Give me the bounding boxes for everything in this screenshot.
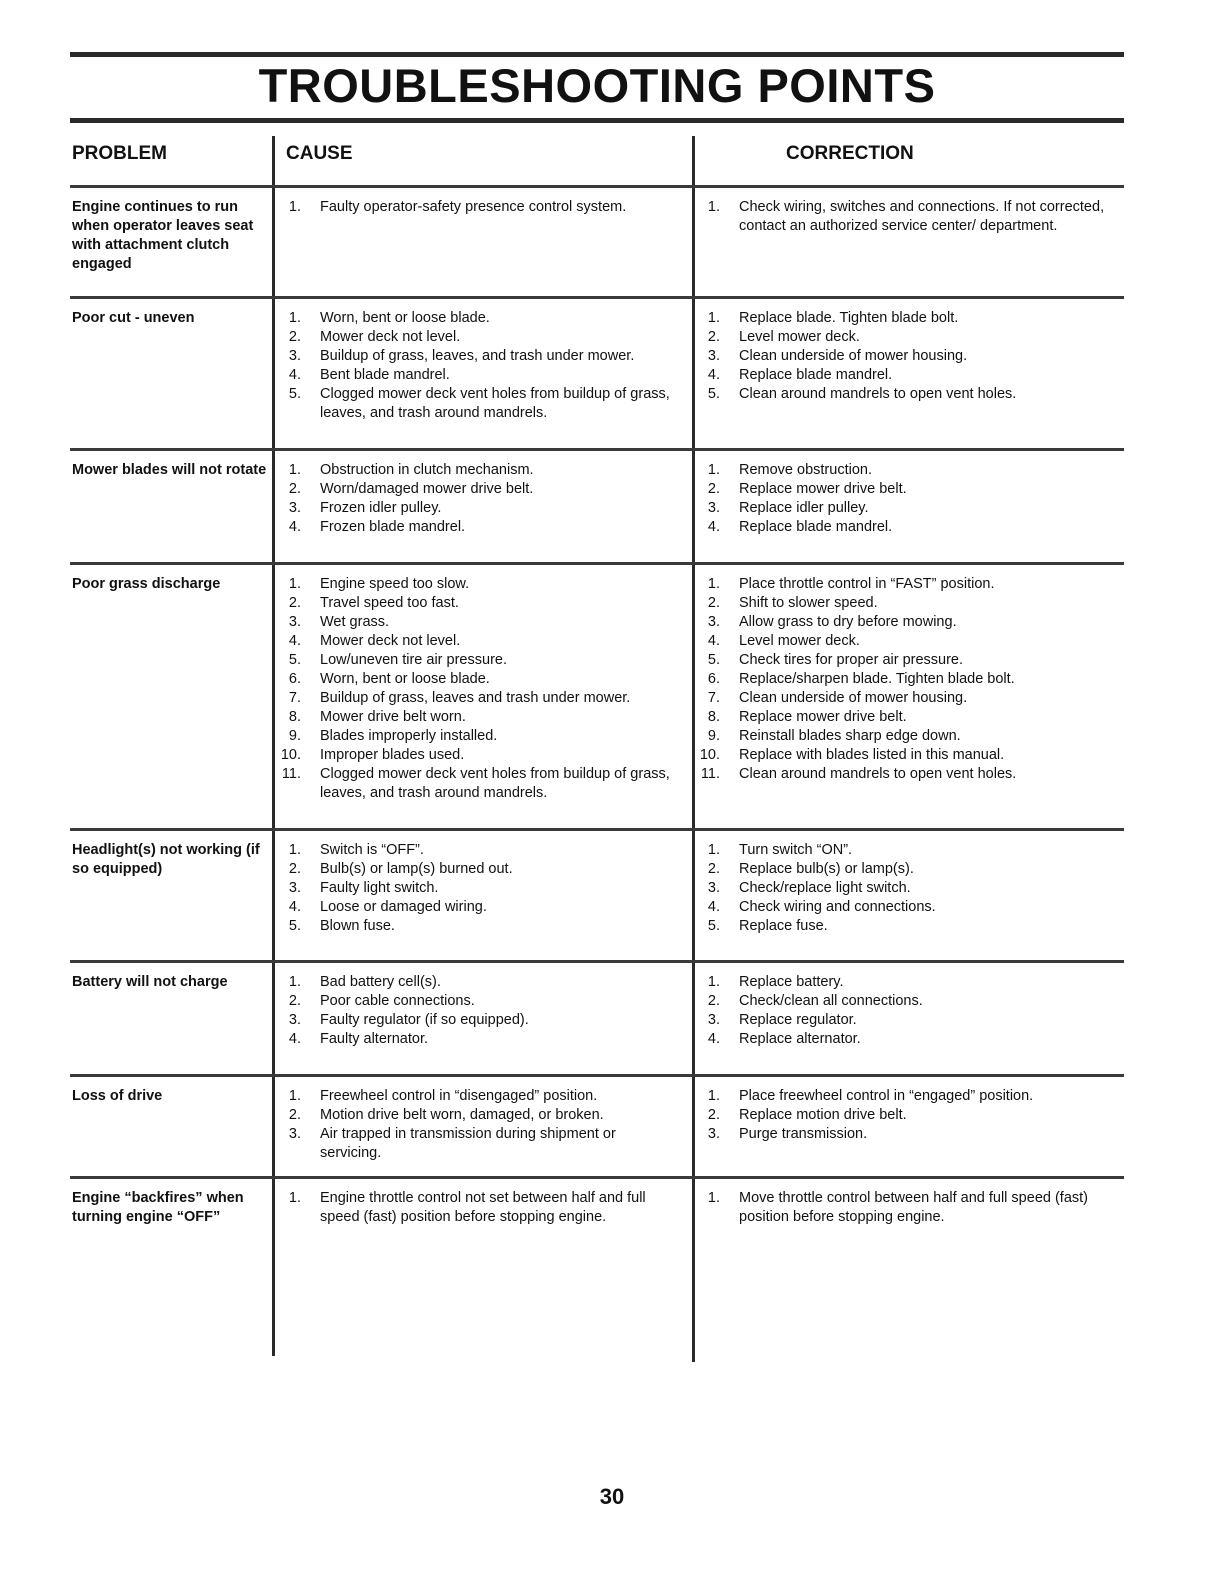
correction-item [698, 480, 1118, 499]
cause-item [279, 1011, 679, 1030]
item-number: 2. [288, 993, 301, 1009]
item-text: Bad battery cell(s). [320, 974, 441, 990]
item-number: 11. [700, 766, 720, 782]
item-number: 3. [288, 880, 301, 896]
correction-item [698, 1087, 1118, 1106]
item-number: 4. [288, 899, 301, 915]
item-number: 4. [707, 1031, 720, 1047]
cause-item [279, 898, 679, 917]
correction-item [698, 347, 1118, 366]
item-number: 5. [707, 386, 720, 402]
problem-cell: Engine “backfires” when turning engine “OFF” [72, 1190, 244, 1225]
correction-item [698, 860, 1118, 879]
item-number: 3. [288, 1126, 301, 1142]
problem-cell: Mower blades will not rotate [72, 462, 267, 478]
item-number: 11. [281, 766, 301, 782]
item-number: 2. [707, 861, 720, 877]
cause-item [279, 727, 679, 746]
item-text: Mower deck not level. [320, 329, 461, 345]
item-number: 4. [288, 1031, 301, 1047]
correction-list [698, 841, 1118, 936]
cause-list [279, 973, 679, 1049]
item-number: 10. [699, 747, 720, 763]
correction-item [698, 499, 1118, 518]
correction-item [698, 670, 1118, 689]
item-text: Allow grass to dry before mowing. [739, 614, 957, 630]
item-text: Worn/damaged mower drive belt. [320, 481, 534, 497]
item-number: 2. [707, 329, 720, 345]
item-text: Bent blade mandrel. [320, 367, 450, 383]
correction-item [698, 198, 1118, 236]
row-divider [70, 296, 1124, 299]
correction-list [698, 309, 1118, 404]
item-text: Replace alternator. [739, 1031, 861, 1047]
item-number: 1. [707, 1088, 720, 1104]
item-number: 3. [707, 1126, 720, 1142]
correction-item [698, 727, 1118, 746]
item-number: 5. [707, 652, 720, 668]
item-number: 1. [288, 1190, 301, 1206]
item-text: Level mower deck. [739, 329, 860, 345]
item-number: 1. [707, 199, 720, 215]
item-number: 1. [707, 1190, 720, 1206]
cause-item [279, 708, 679, 727]
item-text: Shift to slower speed. [739, 595, 878, 611]
correction-item [698, 518, 1118, 537]
item-text: Air trapped in transmission during shipment or servicing. [320, 1126, 616, 1161]
item-text: Frozen blade mandrel. [320, 519, 466, 535]
row-divider [70, 1176, 1124, 1179]
item-text: Check wiring, switches and connections. If not corrected, contact an authorized service center/ department. [739, 199, 1105, 234]
correction-item [698, 708, 1118, 727]
item-text: Switch is “OFF”. [320, 842, 424, 858]
item-text: Faulty regulator (if so equipped). [320, 1012, 529, 1028]
item-text: Replace battery. [739, 974, 844, 990]
item-text: Wet grass. [320, 614, 390, 630]
correction-item [698, 1189, 1118, 1227]
item-number: 4. [707, 899, 720, 915]
item-text: Replace fuse. [739, 918, 828, 934]
correction-list [698, 1189, 1118, 1227]
cause-list [279, 1087, 679, 1163]
item-number: 7. [707, 690, 720, 706]
item-text: Replace mower drive belt. [739, 481, 907, 497]
row-divider [70, 448, 1124, 451]
correction-item [698, 1106, 1118, 1125]
correction-item [698, 461, 1118, 480]
item-number: 1. [707, 310, 720, 326]
correction-item [698, 898, 1118, 917]
cause-item [279, 765, 679, 803]
correction-item [698, 632, 1118, 651]
item-number: 1. [707, 576, 720, 592]
item-number: 3. [288, 500, 301, 516]
cause-item [279, 1106, 679, 1125]
item-text: Obstruction in clutch mechanism. [320, 462, 534, 478]
item-number: 7. [288, 690, 301, 706]
item-text: Clogged mower deck vent holes from buildup of grass, leaves, and trash around mandrels. [320, 766, 670, 801]
cause-item [279, 651, 679, 670]
item-number: 2. [288, 481, 301, 497]
item-number: 1. [288, 199, 301, 215]
correction-item [698, 328, 1118, 347]
cause-list [279, 575, 679, 803]
row-divider [70, 185, 1124, 188]
cause-item [279, 366, 679, 385]
problem-cell: Headlight(s) not working (if so equipped) [72, 842, 260, 877]
correction-item [698, 1125, 1118, 1144]
item-number: 10. [280, 747, 301, 763]
cause-item [279, 992, 679, 1011]
item-number: 3. [707, 880, 720, 896]
item-text: Faulty alternator. [320, 1031, 428, 1047]
item-number: 4. [288, 519, 301, 535]
cause-item [279, 632, 679, 651]
item-text: Blades improperly installed. [320, 728, 498, 744]
cause-item [279, 594, 679, 613]
item-number: 1. [707, 974, 720, 990]
header-cause: CAUSE [286, 143, 353, 164]
item-number: 2. [707, 1107, 720, 1123]
item-number: 2. [707, 993, 720, 1009]
item-number: 3. [707, 614, 720, 630]
cause-item [279, 917, 679, 936]
item-number: 2. [288, 329, 301, 345]
cause-item [279, 328, 679, 347]
item-number: 4. [707, 519, 720, 535]
cause-item [279, 347, 679, 366]
row-divider [70, 960, 1124, 963]
item-number: 6. [707, 671, 720, 687]
cause-list [279, 198, 679, 217]
top-rule [70, 52, 1124, 57]
item-text: Clean underside of mower housing. [739, 690, 968, 706]
header-problem: PROBLEM [72, 143, 167, 164]
cause-item [279, 613, 679, 632]
cause-item [279, 1087, 679, 1106]
cause-item [279, 689, 679, 708]
item-text: Poor cable connections. [320, 993, 475, 1009]
item-text: Reinstall blades sharp edge down. [739, 728, 961, 744]
item-text: Worn, bent or loose blade. [320, 671, 490, 687]
row-divider [70, 1074, 1124, 1077]
item-number: 2. [288, 595, 301, 611]
item-number: 3. [707, 1012, 720, 1028]
correction-item [698, 613, 1118, 632]
cause-list [279, 461, 679, 537]
item-text: Turn switch “ON”. [739, 842, 853, 858]
item-text: Replace blade mandrel. [739, 367, 893, 383]
correction-list [698, 1087, 1118, 1144]
item-number: 9. [707, 728, 720, 744]
item-number: 9. [288, 728, 301, 744]
item-number: 8. [707, 709, 720, 725]
cause-list [279, 309, 679, 423]
item-text: Move throttle control between half and full speed (fast) position before stopping engine. [739, 1190, 1088, 1225]
cause-item [279, 860, 679, 879]
item-text: Faulty operator-safety presence control system. [320, 199, 627, 215]
correction-item [698, 992, 1118, 1011]
cause-list [279, 1189, 679, 1227]
item-number: 4. [707, 367, 720, 383]
item-number: 8. [288, 709, 301, 725]
item-number: 1. [707, 842, 720, 858]
problem-cell: Poor cut - uneven [72, 310, 195, 326]
item-text: Engine speed too slow. [320, 576, 470, 592]
correction-item [698, 1011, 1118, 1030]
item-number: 2. [707, 481, 720, 497]
correction-list [698, 198, 1118, 236]
item-text: Clean around mandrels to open vent holes. [739, 766, 1017, 782]
cause-item [279, 746, 679, 765]
item-number: 5. [288, 386, 301, 402]
item-number: 1. [288, 310, 301, 326]
item-text: Check tires for proper air pressure. [739, 652, 964, 668]
correction-item [698, 917, 1118, 936]
item-text: Low/uneven tire air pressure. [320, 652, 507, 668]
correction-item [698, 689, 1118, 708]
item-number: 6. [288, 671, 301, 687]
cause-item [279, 1030, 679, 1049]
title-bottom-rule [70, 118, 1124, 123]
item-number: 2. [288, 861, 301, 877]
item-number: 5. [288, 918, 301, 934]
item-text: Replace blade mandrel. [739, 519, 893, 535]
page-title: TROUBLESHOOTING POINTS [258, 59, 936, 112]
item-text: Replace bulb(s) or lamp(s). [739, 861, 914, 877]
item-text: Replace motion drive belt. [739, 1107, 907, 1123]
item-number: 3. [707, 348, 720, 364]
item-text: Frozen idler pulley. [320, 500, 442, 516]
item-number: 1. [288, 842, 301, 858]
item-text: Clogged mower deck vent holes from buildup of grass, leaves, and trash around mandrels. [320, 386, 670, 421]
item-text: Place throttle control in “FAST” position. [739, 576, 995, 592]
correction-item [698, 1030, 1118, 1049]
cause-item [279, 1189, 679, 1227]
header-correction: CORRECTION [786, 143, 914, 164]
item-number: 5. [707, 918, 720, 934]
cause-item [279, 480, 679, 499]
item-number: 5. [288, 652, 301, 668]
item-text: Travel speed too fast. [320, 595, 459, 611]
item-text: Bulb(s) or lamp(s) burned out. [320, 861, 513, 877]
correction-item [698, 746, 1118, 765]
item-text: Loose or damaged wiring. [320, 899, 487, 915]
item-text: Engine throttle control not set between half and full speed (fast) position before stopping engine. [320, 1190, 646, 1225]
cause-item [279, 973, 679, 992]
item-text: Replace mower drive belt. [739, 709, 907, 725]
item-text: Worn, bent or loose blade. [320, 310, 490, 326]
item-text: Check/replace light switch. [739, 880, 911, 896]
correction-item [698, 594, 1118, 613]
cause-item [279, 670, 679, 689]
cause-item [279, 198, 679, 217]
cause-list [279, 841, 679, 936]
correction-item [698, 309, 1118, 328]
item-number: 1. [707, 462, 720, 478]
item-text: Check wiring and connections. [739, 899, 936, 915]
row-divider [70, 828, 1124, 831]
item-text: Replace with blades listed in this manual. [739, 747, 1005, 763]
item-number: 3. [288, 1012, 301, 1028]
problem-cell: Engine continues to run when operator leaves seat with attachment clutch engaged [72, 199, 254, 272]
cause-item [279, 461, 679, 480]
item-text: Improper blades used. [320, 747, 465, 763]
correction-item [698, 879, 1118, 898]
item-text: Mower deck not level. [320, 633, 461, 649]
item-text: Replace idler pulley. [739, 500, 869, 516]
cause-item [279, 309, 679, 328]
item-text: Replace regulator. [739, 1012, 857, 1028]
item-text: Motion drive belt worn, damaged, or broken. [320, 1107, 604, 1123]
page-number: 30 [599, 1484, 625, 1509]
item-text: Level mower deck. [739, 633, 860, 649]
item-text: Blown fuse. [320, 918, 395, 934]
correction-item [698, 973, 1118, 992]
problem-cell: Loss of drive [72, 1088, 163, 1104]
item-text: Mower drive belt worn. [320, 709, 466, 725]
item-number: 2. [288, 1107, 301, 1123]
correction-item [698, 765, 1118, 784]
cause-item [279, 1125, 679, 1163]
problem-cell: Battery will not charge [72, 974, 228, 990]
cause-item [279, 385, 679, 423]
cause-item [279, 518, 679, 537]
correction-item [698, 385, 1118, 404]
row-divider [70, 562, 1124, 565]
item-text: Buildup of grass, leaves, and trash under mower. [320, 348, 635, 364]
correction-list [698, 461, 1118, 537]
problem-cell: Poor grass discharge [72, 576, 221, 592]
correction-list [698, 973, 1118, 1049]
item-text: Buildup of grass, leaves and trash under mower. [320, 690, 631, 706]
item-text: Replace blade. Tighten blade bolt. [739, 310, 959, 326]
correction-item [698, 366, 1118, 385]
correction-item [698, 841, 1118, 860]
item-text: Clean around mandrels to open vent holes. [739, 386, 1017, 402]
item-text: Clean underside of mower housing. [739, 348, 968, 364]
item-text: Freewheel control in “disengaged” position. [320, 1088, 598, 1104]
item-text: Faulty light switch. [320, 880, 439, 896]
item-number: 2. [707, 595, 720, 611]
item-number: 3. [707, 500, 720, 516]
item-text: Remove obstruction. [739, 462, 872, 478]
item-number: 4. [707, 633, 720, 649]
item-number: 4. [288, 633, 301, 649]
item-number: 4. [288, 367, 301, 383]
cause-item [279, 879, 679, 898]
item-number: 1. [288, 462, 301, 478]
item-number: 3. [288, 614, 301, 630]
item-text: Check/clean all connections. [739, 993, 923, 1009]
column-divider-problem-cause [272, 136, 275, 1356]
correction-item [698, 575, 1118, 594]
item-number: 1. [288, 576, 301, 592]
cause-item [279, 499, 679, 518]
correction-list [698, 575, 1118, 784]
cause-item [279, 841, 679, 860]
cause-item [279, 575, 679, 594]
item-number: 1. [288, 1088, 301, 1104]
item-number: 3. [288, 348, 301, 364]
item-text: Place freewheel control in “engaged” position. [739, 1088, 1034, 1104]
item-text: Purge transmission. [739, 1126, 868, 1142]
item-text: Replace/sharpen blade. Tighten blade bolt. [739, 671, 1015, 687]
item-number: 1. [288, 974, 301, 990]
correction-item [698, 651, 1118, 670]
